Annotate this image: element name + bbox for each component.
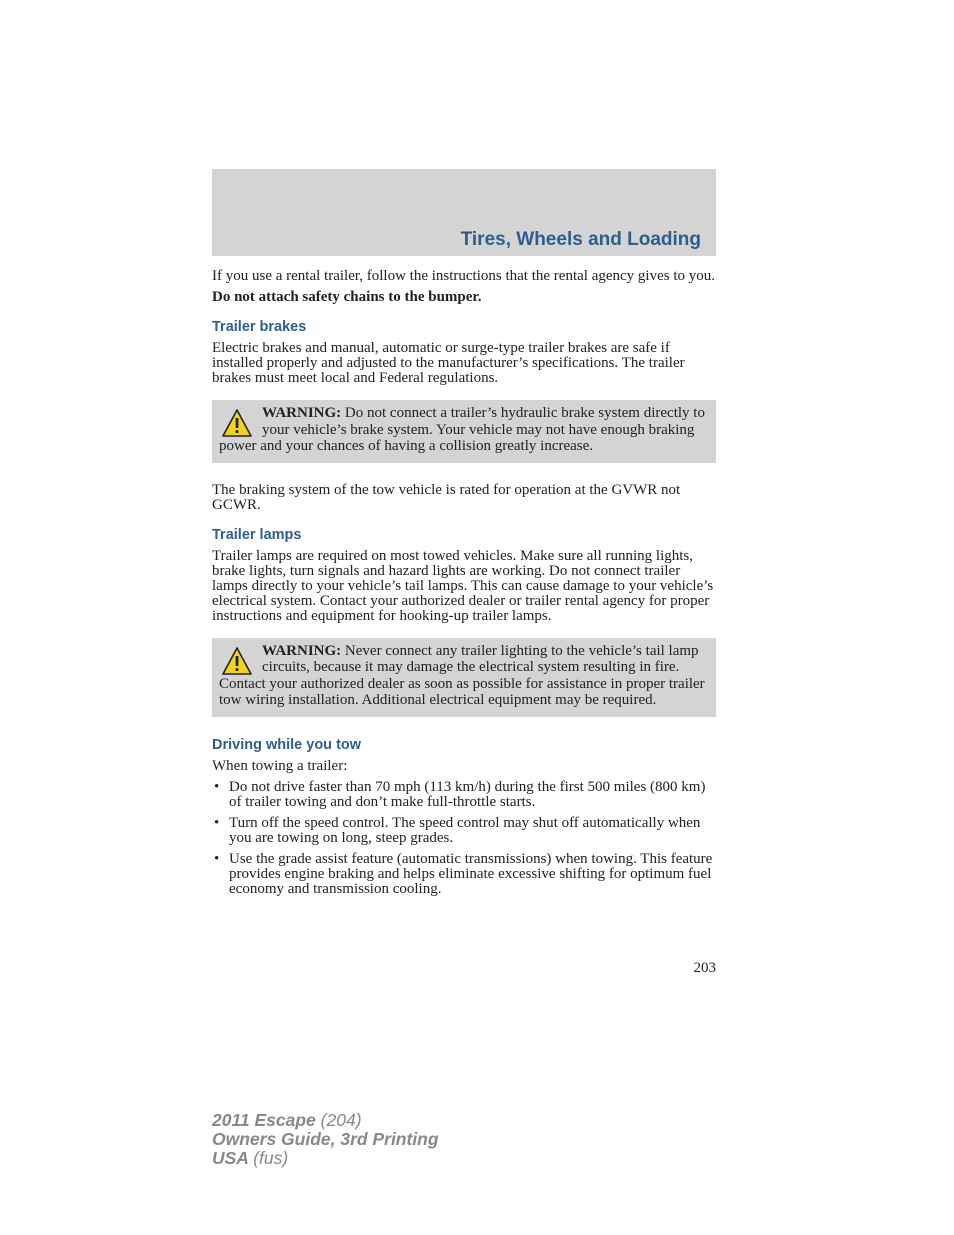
page-number: 203	[693, 960, 716, 976]
safety-chain-note: Do not attach safety chains to the bumper.	[212, 289, 482, 305]
footer-region-code: (fus)	[253, 1148, 289, 1168]
footer-printing: Owners Guide, 3rd Printing	[212, 1129, 439, 1149]
bullet-icon: •	[214, 850, 220, 867]
trailer-brakes-paragraph: Electric brakes and manual, automatic or surge-type trailer brakes are safe if installed properly and adjusted to the manufacturer’s specifications. The trailer brakes must meet local and Federal regulations.	[212, 340, 685, 386]
towing-lead: When towing a trailer:	[212, 757, 348, 774]
warning-triangle-icon	[221, 408, 253, 438]
footer-region: USA	[212, 1148, 249, 1168]
bullet-icon: •	[214, 814, 220, 831]
intro-paragraph: If you use a rental trailer, follow the instructions that the rental agency gives to you.	[212, 268, 715, 284]
page-content	[212, 269, 716, 903]
warning-text: Do not connect a trailer’s hydraulic brake system directly to your vehicle’s brake system. Your vehicle may not have enough braking power and your chances of having a collision greatly increase.	[219, 405, 705, 454]
warning-box-lamps	[212, 638, 716, 717]
section-header-band	[212, 169, 716, 256]
heading-trailer-brakes: Trailer brakes	[212, 319, 307, 335]
section-title: Tires, Wheels and Loading	[460, 229, 701, 250]
bullet-icon: •	[214, 778, 220, 795]
heading-driving-while-tow: Driving while you tow	[212, 736, 362, 753]
braking-rating-paragraph: The braking system of the tow vehicle is rated for operation at the GVWR not GCWR.	[212, 481, 681, 513]
warning-triangle-icon	[221, 646, 253, 676]
list-item: • Turn off the speed control. The speed control may shut off automatically when you are towing on long, steep grades.	[214, 814, 701, 846]
list-item: • Do not drive faster than 70 mph (113 km/h) during the first 500 miles (800 km) of trailer towing and don’t make full-throttle starts.	[214, 778, 706, 810]
warning-box-brakes	[212, 400, 716, 463]
footer-edition-info	[212, 1111, 439, 1168]
list-item: • Use the grade assist feature (automatic transmissions) when towing. This feature provides engine braking and helps eliminate excessive shifting for optimum fuel economy and transmission cooling.	[214, 850, 713, 897]
heading-trailer-lamps: Trailer lamps	[212, 526, 302, 543]
warning-text: Never connect any trailer lighting to the vehicle’s tail lamp circuits, because it may damage the electrical system resulting in fire. Contact your authorized dealer as soon as possible for assistance in proper trailer tow wiring installation. Additional electrical equipment may be required.	[219, 642, 705, 708]
footer-model-code: (204)	[320, 1110, 362, 1130]
warning-label: WARNING:	[262, 405, 342, 421]
towing-bullet-list	[212, 780, 716, 897]
trailer-lamps-paragraph: Trailer lamps are required on most towed vehicles. Make sure all running lights, brake lights, turn signals and hazard lights are working. Do not connect trailer lamps directly to your vehicle’s tail lamps. This can cause damage to your vehicle’s electrical system. Contact your authorized dealer or trailer rental agency for proper instructions and equipment for hooking-up trailer lamps.	[212, 547, 714, 624]
warning-label: WARNING:	[262, 642, 342, 659]
footer-model: 2011 Escape	[212, 1110, 316, 1130]
